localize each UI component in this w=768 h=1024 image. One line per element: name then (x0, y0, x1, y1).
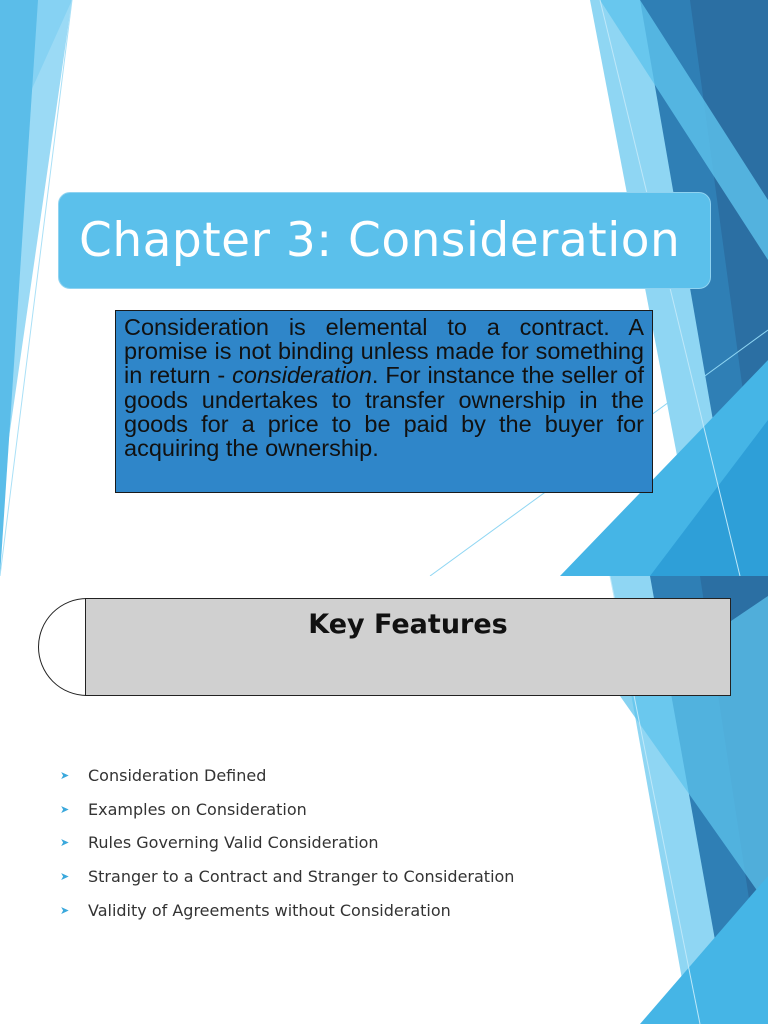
list-item-label: Validity of Agreements without Consideration (88, 900, 451, 920)
definition-text-end: . For instance the seller of goods undertakes to transfer ownership in the goods for a price to be paid by the buyer for acquiring the ownership. (124, 362, 644, 462)
arrowhead-bullet-icon: ➤ (60, 870, 70, 884)
title-banner (58, 192, 711, 289)
key-features-banner (38, 598, 731, 696)
definition-text-start: Consideration is elemental to a contract. A promise is not binding unless made for something in return - (124, 314, 644, 389)
slide-key-features (0, 576, 768, 1024)
list-item (60, 826, 514, 860)
arrowhead-bullet-icon: ➤ (60, 836, 70, 850)
definition-box (115, 310, 653, 493)
list-item (60, 860, 514, 894)
arrowhead-bullet-icon: ➤ (60, 769, 70, 783)
list-item (60, 793, 514, 827)
definition-emphasis: consideration (232, 362, 372, 389)
banner-body (85, 598, 731, 696)
list-item (60, 759, 514, 793)
list-item-label: Stranger to a Contract and Stranger to Consideration (88, 867, 515, 887)
feature-list (60, 759, 514, 927)
section-heading: Key Features (308, 609, 508, 640)
page-title: Chapter 3: Consideration (79, 213, 681, 268)
list-item-label: Examples on Consideration (88, 799, 307, 819)
arrowhead-bullet-icon: ➤ (60, 903, 70, 917)
list-item-label: Rules Governing Valid Consideration (88, 833, 379, 853)
arrowhead-bullet-icon: ➤ (60, 802, 70, 816)
list-item (60, 893, 514, 927)
list-item-label: Consideration Defined (88, 766, 267, 786)
